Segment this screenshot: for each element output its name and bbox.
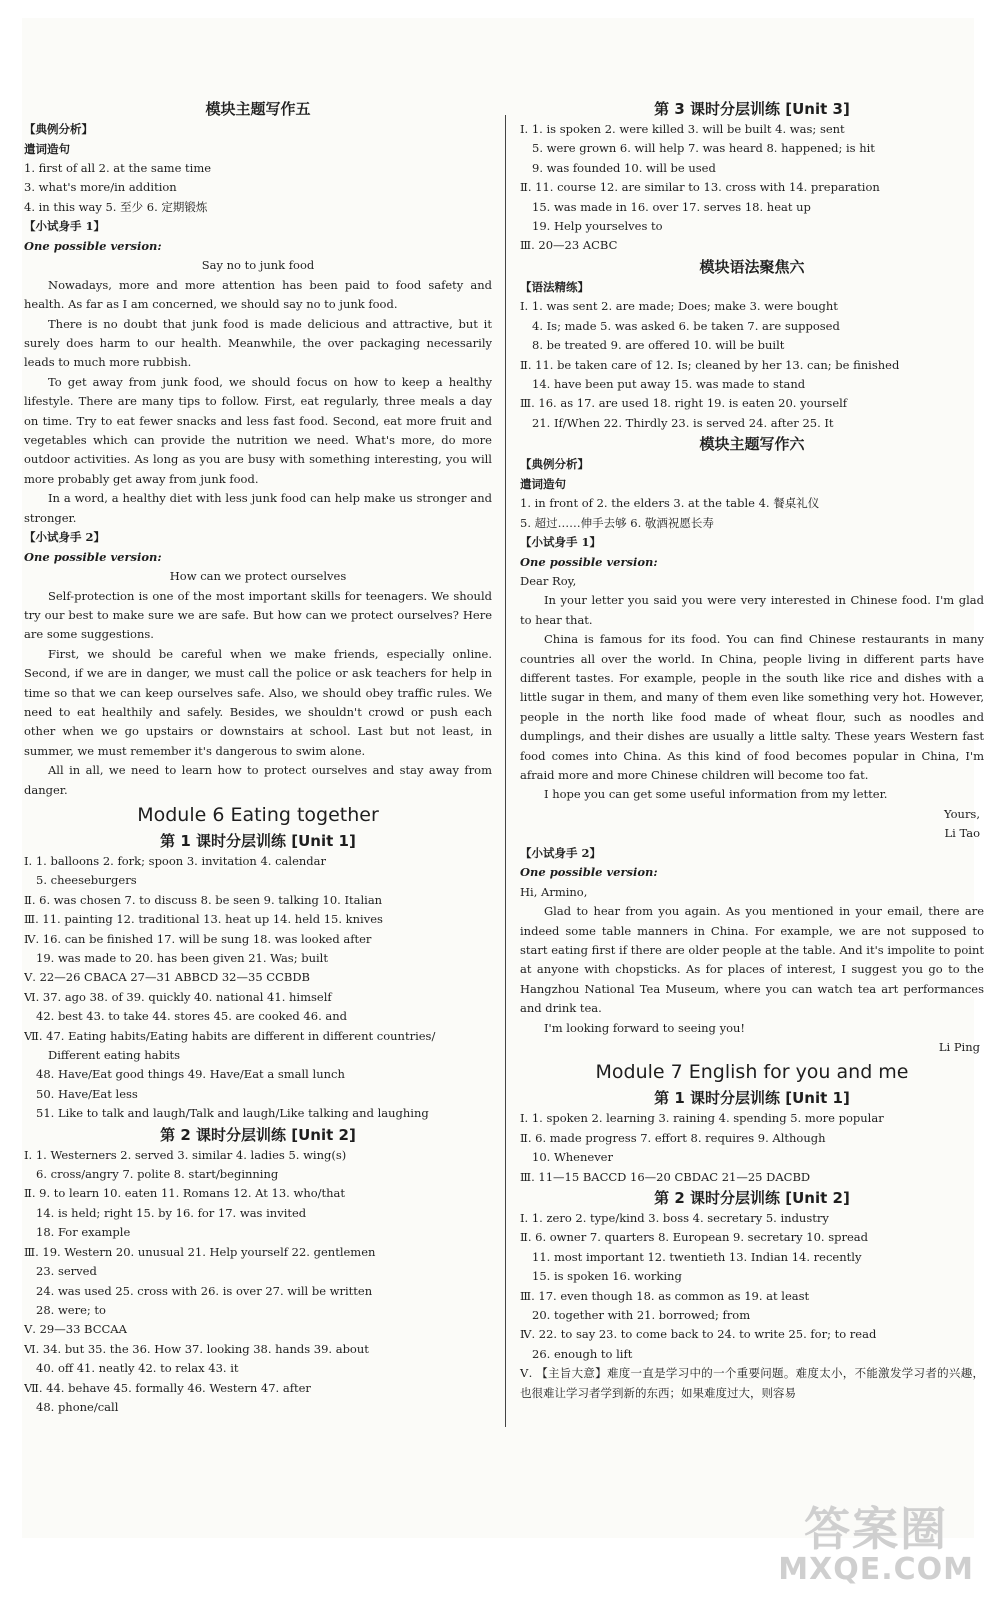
grammar-tag: 【语法精练】 [520, 279, 589, 294]
answer-line: Ⅲ. 17. even though 18. as common as 19. at least [520, 1288, 810, 1303]
m6u1-answers [24, 852, 492, 1124]
example-tag: 【典例分析】 [24, 122, 93, 136]
answer-line: Ⅳ. 22. to say 23. to come back to 24. to write 25. for; to read [520, 1327, 877, 1342]
answer-line: Ⅱ. 11. be taken care of 12. Is; cleaned by her 13. can; be finished [520, 357, 900, 372]
answer-line: 18. For example [36, 1225, 131, 1240]
essay-paragraph: There is no doubt that junk food is made delicious and attractive, but it surely does harm to our health. Meanwhile, the over packaging necessarily leads to much more rubbish. [24, 316, 492, 370]
answer-line: 14. have been put away 15. was made to stand [532, 376, 806, 391]
essay-paragraph: To get away from junk food, we should focus on how to keep a healthy lifestyle. There are many tips to follow. First, eat regularly, three meals a day on time. Try to eat fewer snacks and less fast food. Second, eat more fruit and vegetables which can provide the nutrition we need. What's more, do more outdoor activities. As long as you are busy with something interesting, you will more probably get away from junk food. [24, 374, 492, 486]
answer-line: 50. Have/Eat less [36, 1086, 138, 1101]
lesson-title: 第 1 课时分层训练 [Unit 1] [160, 831, 356, 850]
answer-line: Ⅰ. 1. was sent 2. are made; Does; make 3. were bought [520, 299, 838, 314]
module7-title: Module 7 English for you and me [595, 1061, 909, 1084]
essay-paragraph: Self-protection is one of the most important skills for teenagers. We should try our best to make sure we are safe. But how can we protect ourselves? Here are some suggestions. [24, 588, 492, 642]
essay-title: How can we protect ourselves [169, 569, 347, 583]
answer-line: 48. Have/Eat good things 49. Have/Eat a small lunch [36, 1067, 345, 1082]
answer-line: 9. was founded 10. will be used [532, 160, 716, 175]
letter-greeting: Hi, Armino, [520, 884, 588, 899]
m7u1-answers [520, 1109, 984, 1187]
answer-line: Ⅱ. 6. was chosen 7. to discuss 8. be seen 9. talking 10. Italian [24, 892, 383, 907]
answer-line: 48. phone/call [36, 1399, 119, 1414]
answer-line: 24. was used 25. cross with 26. is over 27. will be written [36, 1283, 373, 1298]
answer-line: 20. together with 21. borrowed; from [532, 1308, 751, 1322]
answer-line: 26. enough to lift [532, 1346, 633, 1361]
answer-line: Ⅶ. 47. Eating habits/Eating habits are different in different countries/ [24, 1028, 436, 1043]
grammar-title: 模块语法聚焦六 [699, 257, 805, 276]
column-divider [505, 115, 506, 1427]
watermark-logo-text: 答案圈 [804, 1502, 949, 1556]
answer-line: 28. were; to [36, 1302, 106, 1317]
wording-line: 4. in this way 5. 至少 6. 定期锻炼 [24, 199, 208, 214]
answer-line: 6. cross/angry 7. polite 8. start/beginning [36, 1167, 279, 1182]
answer-line: 4. Is; made 5. was asked 6. be taken 7. are supposed [532, 318, 840, 333]
lesson-title: 第 2 课时分层训练 [Unit 2] [654, 1188, 850, 1207]
letter-paragraph: China is famous for its food. You can find Chinese restaurants in many countries all over the world. In China, people living in different parts have different tastes. For example, people in the south like rice and dishes with a little sugar in them, and many of them even like something very hot. However, people in the north like food made of wheat flour, such as noodles and dumplings, and their dishes are usually a little salty. These years Western fast food comes into China. As this kind of food becomes popular in China, I'm afraid more and more Chinese children will become too fat. [520, 632, 984, 783]
answer-line: 51. Like to talk and laugh/Talk and laugh/Like talking and laughing [36, 1106, 429, 1121]
answer-line: 23. served [36, 1264, 97, 1279]
answer-line: 10. Whenever [532, 1150, 613, 1165]
answer-line: Different eating habits [48, 1048, 181, 1063]
letter-paragraph: In your letter you said you were very interested in Chinese food. I'm glad to hear that. [520, 593, 984, 627]
left-column [24, 98, 492, 1417]
answer-line: 42. best 43. to take 44. stores 45. are cooked 46. and [36, 1009, 347, 1024]
possible-version-label: One possible version: [520, 865, 658, 880]
letter-paragraph: Glad to hear from you again. As you mentioned in your email, there are indeed some table manners in China. For example, we are not supposed to start eating first if there are older people at the table. And it's impolite to point at anyone with chopsticks. As for places of interest, I suggest you go to the Hangzhou National Tea Museum, where you can watch tea art performances and drink tea. [520, 904, 984, 1016]
lesson-title: 第 1 课时分层训练 [Unit 1] [654, 1089, 850, 1108]
answer-line: Ⅲ. 20—23 ACBC [520, 238, 618, 253]
right-column [520, 98, 984, 1403]
wording-label: 遣词造句 [24, 141, 70, 156]
answer-line: 19. Help yourselves to [532, 219, 663, 234]
answer-line: Ⅲ. 11—15 BACCD 16—20 CBDAC 21—25 DACBD [520, 1169, 811, 1184]
answer-line: 21. If/When 22. Thirdly 23. is served 24. after 25. It [532, 415, 834, 430]
try2-tag: 【小试身手 2】 [24, 530, 106, 544]
answer-line: Ⅲ. 11. painting 12. traditional 13. heat up 14. held 15. knives [24, 912, 383, 927]
site-watermark [778, 1504, 974, 1586]
answer-line: Ⅵ. 34. but 35. the 36. How 37. looking 38. hands 39. about [24, 1341, 369, 1356]
writing5-title: 模块主题写作五 [205, 100, 311, 118]
answer-line: 40. off 41. neatly 42. to relax 43. it [36, 1361, 239, 1376]
answer-line: Ⅰ. 1. spoken 2. learning 3. raining 4. spending 5. more popular [520, 1111, 884, 1126]
m6u2-answers [24, 1146, 492, 1418]
answer-line: 5. were grown 6. will help 7. was heard 8. happened; is hit [532, 141, 875, 156]
answer-line: Ⅵ. 37. ago 38. of 39. quickly 40. national 41. himself [24, 989, 332, 1004]
example-tag: 【典例分析】 [520, 457, 589, 472]
answer-line: Ⅲ. 16. as 17. are used 18. right 19. is eaten 20. yourself [520, 396, 848, 411]
answer-line: 19. was made to 20. has been given 21. Was; built [36, 951, 328, 965]
answer-line: Ⅱ. 6. owner 7. quarters 8. European 9. secretary 10. spread [520, 1230, 868, 1245]
answer-line: 5. cheeseburgers [36, 873, 137, 888]
m7u2-answers [520, 1209, 984, 1364]
wording-line: 5. 超过……伸手去够 6. 敬酒祝愿长寿 [520, 515, 714, 530]
answer-line: Ⅰ. 1. zero 2. type/kind 3. boss 4. secretary 5. industry [520, 1210, 829, 1225]
essay-paragraph: All in all, we need to learn how to protect ourselves and stay away from danger. [24, 763, 492, 797]
watermark-url: MXQE.COM [778, 1552, 974, 1587]
wording-line: 1. in front of 2. the elders 3. at the table 4. 餐桌礼仪 [520, 496, 820, 511]
letter-paragraph: I'm looking forward to seeing you! [544, 1020, 746, 1035]
writing6-title: 模块主题写作六 [699, 435, 805, 454]
answer-line: Ⅲ. 19. Western 20. unusual 21. Help yourself 22. gentlemen [24, 1244, 376, 1259]
answer-line: Ⅱ. 11. course 12. are similar to 13. cross with 14. preparation [520, 180, 880, 195]
answer-line: Ⅴ. 22—26 CBACA 27—31 ABBCD 32—35 CCBDB [24, 970, 311, 985]
answer-line: 14. is held; right 15. by 16. for 17. was invited [36, 1205, 307, 1220]
letter-signature: Li Ping [938, 1039, 980, 1054]
answer-line: Ⅱ. 9. to learn 10. eaten 11. Romans 12. At 13. who/that [24, 1186, 346, 1201]
letter-greeting: Dear Roy, [520, 574, 577, 588]
letter-paragraph: I hope you can get some useful information from my letter. [544, 787, 888, 802]
answer-line: Ⅳ. 16. can be finished 17. will be sung 18. was looked after [24, 931, 372, 946]
try1-tag: 【小试身手 1】 [24, 219, 106, 234]
wording-label: 遣词造句 [520, 476, 566, 491]
letter-signature: Li Tao [944, 826, 980, 841]
answer-line: Ⅶ. 44. behave 45. formally 46. Western 47. after [24, 1380, 311, 1395]
answer-line: 15. is spoken 16. working [532, 1269, 682, 1284]
essay-paragraph: Nowadays, more and more attention has been paid to food safety and health. As far as I am concerned, we should say no to junk food. [24, 277, 492, 312]
wording-line: 3. what's more/in addition [24, 180, 177, 195]
possible-version-label: One possible version: [24, 549, 162, 564]
answer-line: Ⅰ. 1. Westerners 2. served 3. similar 4. ladies 5. wing(s) [24, 1147, 347, 1162]
grammar-answers [520, 297, 984, 433]
answer-line: Ⅴ. 29—33 BCCAA [24, 1322, 127, 1337]
try1-tag: 【小试身手 1】 [520, 535, 602, 549]
answer-line: Ⅱ. 6. made progress 7. effort 8. requires 9. Although [520, 1130, 826, 1145]
answer-line: 15. was made in 16. over 17. serves 18. heat up [532, 199, 811, 214]
wording-line: 1. first of all 2. at the same time [24, 161, 212, 175]
possible-version-label: One possible version: [24, 238, 162, 253]
answer-line: 8. be treated 9. are offered 10. will be built [532, 338, 785, 353]
possible-version-label: One possible version: [520, 554, 658, 569]
module6-title: Module 6 Eating together [137, 803, 379, 826]
essay-paragraph: First, we should be careful when we make friends, especially online. Second, if we are in danger, we must call the police or ask teachers for help in time so that we can keep ourselves safe. Also, we should obey traffic rules. We need to eat healthily and safely. Besides, we shouldn't crowd or push each other when we go upstairs or downstairs at school. Last but not least, in summer, we must remember it's dangerous to swim alone. [24, 646, 492, 758]
lesson-title: 第 2 课时分层训练 [Unit 2] [160, 1125, 356, 1144]
answer-line: 11. most important 12. twentieth 13. Indian 14. recently [532, 1249, 862, 1264]
answer-line: Ⅰ. 1. is spoken 2. were killed 3. will be built 4. was; sent [520, 122, 845, 136]
m6u3-answers [520, 120, 984, 256]
answer-line: Ⅰ. 1. balloons 2. fork; spoon 3. invitation 4. calendar [24, 853, 327, 868]
essay-title: Say no to junk food [201, 258, 315, 273]
letter-closing: Yours, [944, 806, 980, 821]
essay-paragraph: In a word, a healthy diet with less junk food can help make us stronger and stronger. [24, 491, 492, 525]
main-idea-paragraph: Ⅴ. 【主旨大意】难度一直是学习中的一个重要问题。难度太小，不能激发学习者的兴趣，也很难让学习者学到新的东西；如果难度过大，则容易 [520, 1366, 984, 1400]
try2-tag: 【小试身手 2】 [520, 845, 602, 860]
lesson-title: 第 3 课时分层训练 [Unit 3] [654, 100, 850, 118]
